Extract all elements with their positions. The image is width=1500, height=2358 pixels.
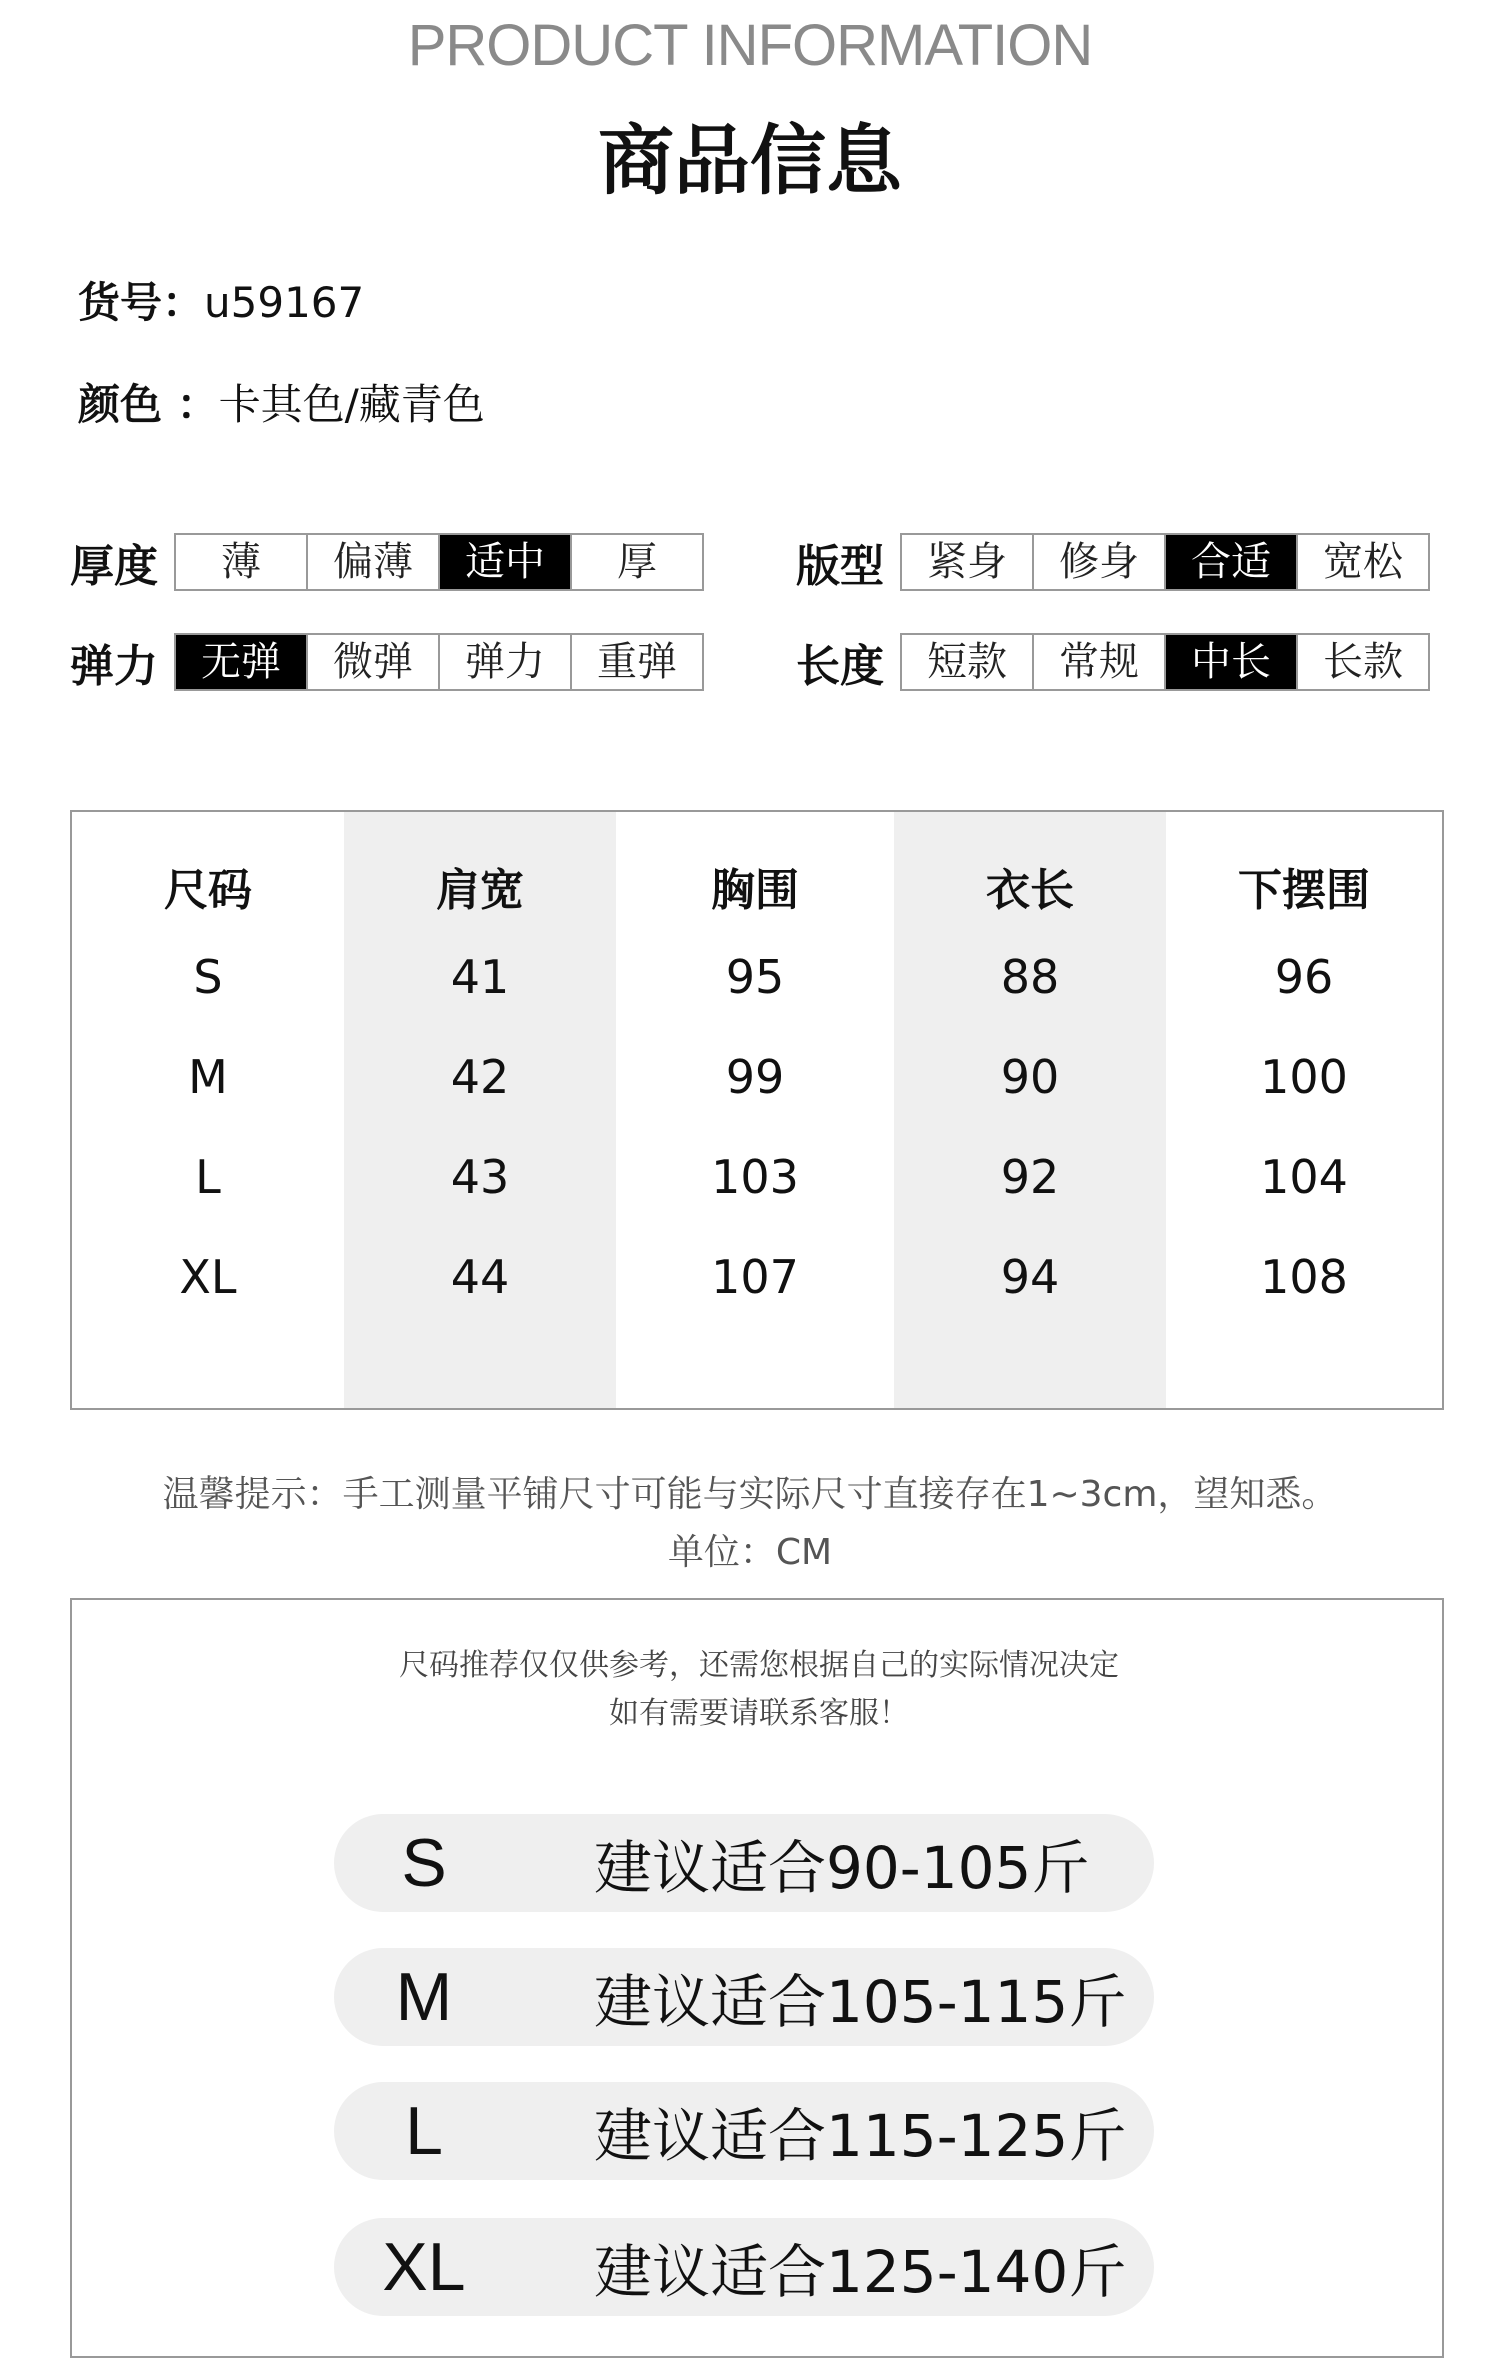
size-table-cell: 108 <box>1260 1250 1348 1304</box>
size-table-cell: 100 <box>1260 1050 1348 1104</box>
recommendation-row <box>334 1814 1154 1912</box>
page-title: 商品信息 <box>598 116 902 205</box>
attr-elasticity-option: 微弹 <box>308 635 440 689</box>
attr-length-label: 长度 <box>796 641 884 692</box>
size-table-cell: M <box>188 1050 228 1104</box>
attr-elasticity-option: 无弹 <box>176 635 308 689</box>
size-table-cell: S <box>193 950 223 1004</box>
size-table-cell: L <box>195 1150 221 1204</box>
recommendation-text: 建议适合105-115斤 <box>594 1968 1127 2036</box>
attr-fit-option: 合适 <box>1166 535 1298 589</box>
attr-fit-label: 版型 <box>796 541 884 592</box>
attr-length-option: 中长 <box>1166 635 1298 689</box>
attr-length <box>796 630 1430 694</box>
attr-thickness <box>70 530 704 594</box>
size-table-cell: 103 <box>711 1150 799 1204</box>
size-table-cell: 41 <box>450 950 510 1004</box>
size-table-column <box>72 812 344 1408</box>
recommendation-row <box>334 2082 1154 2180</box>
size-table-cell: 107 <box>711 1250 799 1304</box>
size-table <box>70 810 1444 1410</box>
attr-fit-option: 修身 <box>1034 535 1166 589</box>
size-table-cell: XL <box>179 1250 237 1304</box>
attr-fit <box>796 530 1430 594</box>
attr-length-option: 短款 <box>902 635 1034 689</box>
attr-elasticity-options <box>174 633 704 691</box>
color-value: 卡其色/藏青色 <box>218 380 485 429</box>
color-line <box>78 372 485 432</box>
size-table-cell: 90 <box>1000 1050 1060 1104</box>
attr-fit-option: 紧身 <box>902 535 1034 589</box>
size-table-cell: 94 <box>1000 1250 1060 1304</box>
attr-thickness-option: 适中 <box>440 535 572 589</box>
attr-length-option: 常规 <box>1034 635 1166 689</box>
attr-elasticity-option: 重弹 <box>597 639 677 685</box>
size-table-cell: 43 <box>450 1150 510 1204</box>
size-table-column <box>1166 812 1442 1408</box>
size-table-header: 下摆围 <box>1238 865 1370 916</box>
size-table-column <box>344 812 616 1408</box>
size-table-cell: 42 <box>450 1050 510 1104</box>
item-number-line <box>78 270 364 330</box>
recommendation-note: 尺码推荐仅仅供参考，还需您根据自己的实际情况决定 <box>399 1648 1119 1683</box>
recommendation-row <box>334 1948 1154 2046</box>
recommendation-size: S <box>401 1825 447 1901</box>
size-table-cell: 104 <box>1260 1150 1348 1204</box>
item-number-label: 货号： <box>78 278 205 327</box>
attr-length-option: 长款 <box>1323 639 1403 685</box>
size-table-cell: 99 <box>725 1050 785 1104</box>
size-table-cell: 96 <box>1274 950 1334 1004</box>
measurement-tip: 温馨提示：手工测量平铺尺寸可能与实际尺寸直接存在1~3cm，望知悉。 <box>162 1474 1338 1515</box>
size-table-header: 肩宽 <box>436 865 524 916</box>
size-recommendation-box <box>70 1598 1444 2358</box>
size-table-header: 尺码 <box>164 865 252 916</box>
size-table-cell: 92 <box>1000 1150 1060 1204</box>
attr-thickness-options <box>174 533 704 591</box>
size-table-header: 胸围 <box>711 865 799 916</box>
attr-elasticity-label: 弹力 <box>70 641 158 692</box>
recommendation-size: L <box>405 2093 443 2169</box>
size-table-column <box>894 812 1166 1408</box>
size-table-cell: 88 <box>1000 950 1060 1004</box>
attr-elasticity <box>70 630 704 694</box>
recommendation-text: 建议适合115-125斤 <box>594 2102 1127 2170</box>
recommendation-contact-note: 如有需要请联系客服！ <box>609 1696 909 1731</box>
attr-thickness-option: 薄 <box>176 535 308 589</box>
recommendation-text: 建议适合90-105斤 <box>594 1834 1090 1902</box>
recommendation-text: 建议适合125-140斤 <box>594 2238 1127 2306</box>
attr-thickness-option: 厚 <box>617 539 657 585</box>
attr-length-options <box>900 633 1430 691</box>
attr-fit-option: 宽松 <box>1323 539 1403 585</box>
attr-elasticity-option: 弹力 <box>440 635 572 689</box>
color-label: 颜色 ： <box>78 380 219 429</box>
attr-thickness-label: 厚度 <box>70 541 158 592</box>
size-table-header: 衣长 <box>986 865 1074 916</box>
size-table-column <box>616 812 894 1408</box>
title-english: PRODUCT INFORMATION <box>407 13 1093 78</box>
size-table-cell: 95 <box>725 950 785 1004</box>
recommendation-size: M <box>395 1959 453 2035</box>
recommendation-row <box>334 2218 1154 2316</box>
unit-note: 单位：CM <box>667 1532 833 1573</box>
item-number-value: u59167 <box>204 278 365 327</box>
attr-thickness-option: 偏薄 <box>308 535 440 589</box>
attr-fit-options <box>900 533 1430 591</box>
size-table-cell: 44 <box>450 1250 510 1304</box>
recommendation-size: XL <box>382 2229 466 2305</box>
